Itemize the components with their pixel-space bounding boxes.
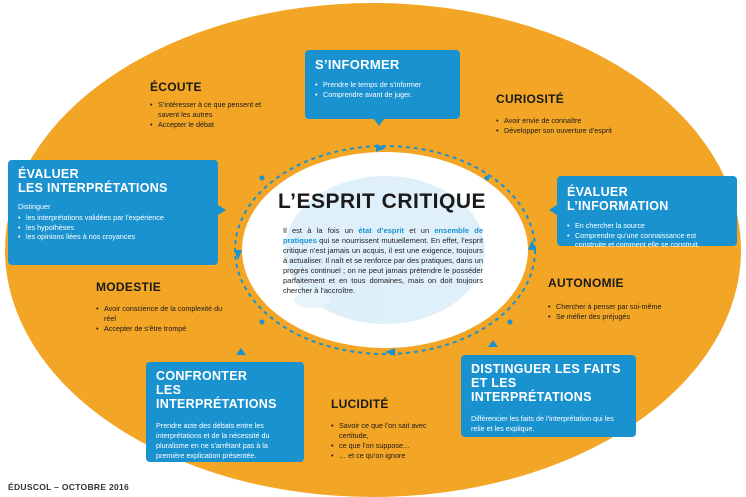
box-confronter — [146, 362, 304, 462]
list-item: • Accepter le débat — [150, 120, 280, 130]
list-item: • les interprétations validées par l’expérience — [18, 213, 208, 223]
highlight-ensemble-pratiques: ensemble de pratiques — [283, 226, 483, 245]
list-item: • Savoir ce que l’on sait avec certitude, — [331, 421, 451, 441]
list-item: • ce que l’on suppose… — [331, 441, 451, 451]
box-confronter-title-2: LES INTERPRÉTATIONS — [156, 383, 277, 411]
list-item: • les hypothèses — [18, 223, 208, 233]
box-distinguer-title-2: ET LES INTERPRÉTATIONS — [471, 376, 592, 404]
box-distinguer-title-1: DISTINGUER LES FAITS — [471, 362, 621, 376]
box-evaluer-interpretations-intro: Distinguer — [18, 202, 51, 211]
section-lucidite-title: LUCIDITÉ — [331, 397, 389, 411]
box-evaluer-information-title: ÉVALUER L’INFORMATION — [567, 185, 669, 213]
box-confronter-title-1: CONFRONTER — [156, 369, 248, 383]
list-item: • Chercher à penser par soi-même — [548, 302, 708, 312]
section-ecoute — [150, 80, 280, 130]
list-item: • Avoir conscience de la complexité du réel — [96, 304, 226, 324]
list-item: • En chercher la source — [567, 221, 727, 231]
section-lucidite — [331, 397, 451, 461]
list-item: • Comprendre qu’une connaissance est construite et comment elle se construit. — [567, 231, 727, 250]
list-item: • Prendre le temps de s’informer — [315, 80, 450, 90]
section-autonomie — [548, 276, 708, 322]
section-modestie-title: MODESTIE — [96, 280, 162, 294]
list-item: • Se méfier des préjugés — [548, 312, 708, 322]
center-title: L’ESPRIT CRITIQUE — [277, 190, 487, 213]
box-sinformer-title: S’INFORMER — [315, 57, 400, 72]
box-distinguer — [461, 355, 636, 437]
box-confronter-text: Prendre acte des débats entre les interprétations et de la nécessité du pluralisme en ne s’arrêtant pas à la première explication présentée. — [156, 421, 270, 460]
section-curiosite — [496, 92, 656, 136]
list-item: • Comprendre avant de juger. — [315, 90, 450, 100]
box-distinguer-text: Différencier les faits de l’interprétation qui les relie et les explique. — [471, 414, 614, 433]
box-sinformer — [305, 50, 460, 119]
section-autonomie-title: AUTONOMIE — [548, 276, 624, 290]
footer-credit: ÉDUSCOL – OCTOBRE 2016 — [8, 482, 130, 492]
box-evaluer-interpretations — [8, 160, 218, 265]
highlight-etat-esprit: état d’esprit — [358, 226, 405, 235]
list-item: • les opinions liées à nos croyances — [18, 232, 208, 242]
list-item: • Avoir envie de connaître — [496, 116, 656, 126]
box-evaluer-information — [557, 176, 737, 249]
section-ecoute-title: ÉCOUTE — [150, 80, 202, 94]
list-item: • Développer son ouverture d’esprit — [496, 126, 656, 136]
section-curiosite-title: CURIOSITÉ — [496, 92, 565, 106]
list-item: • Accepter de s’être trompé — [96, 324, 226, 334]
box-evaluer-interpretations-title-1: ÉVALUER — [18, 167, 79, 181]
center-description: Il est à la fois un état d’esprit et un ensemble de pratiques qui se nourrissent mutuellement. En effet, l’esprit critique n’est jamais un acquis, il est une exigence, toujours à actualiser. Il naît et se renforce par des pratiques, dans un progrès continuel ; on ne peut jamais prétendre le posséder parfaitement et en tous domaines, mais on doit toujours chercher à l’accroître. — [283, 226, 483, 295]
list-item: • … et ce qu’on ignore — [331, 451, 451, 461]
section-modestie — [96, 280, 226, 334]
box-evaluer-interpretations-title-2: LES INTERPRÉTATIONS — [18, 181, 168, 195]
list-item: • S’intéresser à ce que pensent et savent les autres — [150, 100, 280, 120]
